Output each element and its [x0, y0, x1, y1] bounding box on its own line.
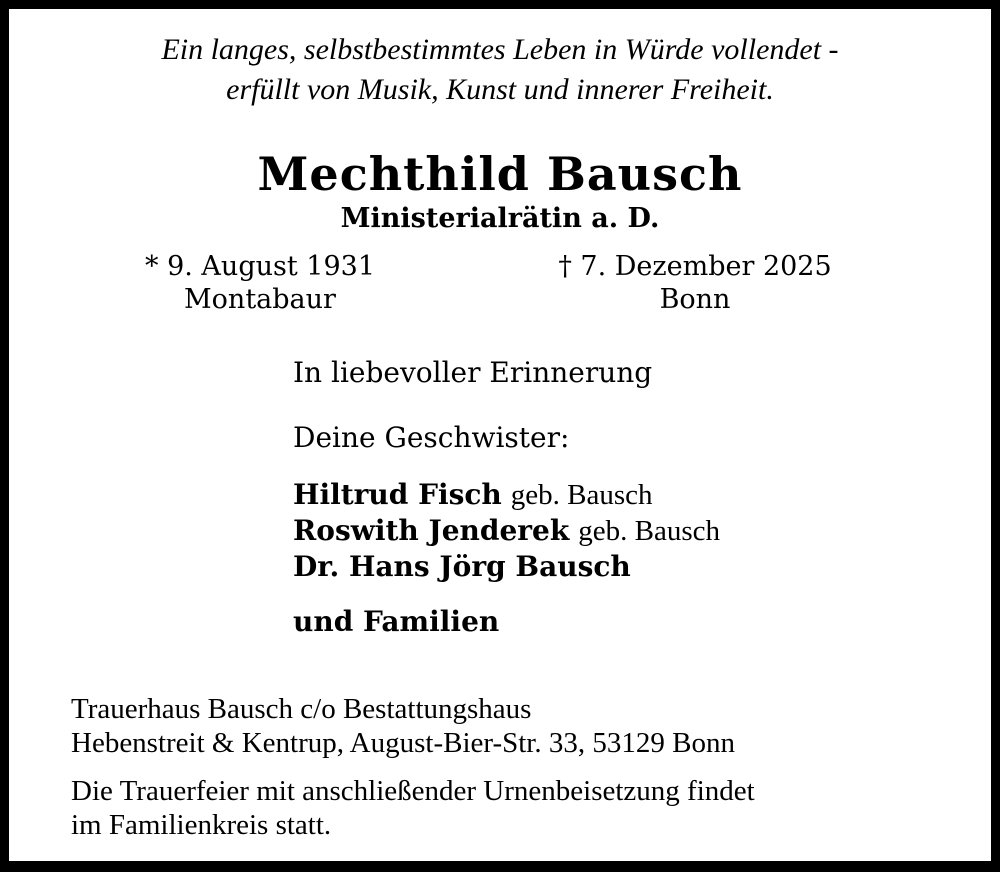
- epitaph: [9, 30, 991, 110]
- epitaph-line1: Ein langes, selbstbestimmtes Leben in Würde vollendet -: [161, 33, 839, 66]
- ceremony-info: [71, 774, 951, 842]
- birth-info: [70, 250, 450, 316]
- practical-info: [71, 692, 951, 842]
- death-place: Bonn: [659, 284, 731, 315]
- deceased-name: Mechthild Bausch: [257, 147, 743, 201]
- death-cross-symbol: †: [558, 251, 572, 282]
- mourner-row: [293, 549, 991, 585]
- birth-place: Montabaur: [184, 284, 336, 315]
- death-info: [505, 250, 885, 316]
- mourner-name: Hiltrud Fisch: [293, 478, 502, 511]
- funeral-home-line1: Trauerhaus Bausch c/o Bestattungshaus: [71, 693, 532, 725]
- mourners-intro: Deine Geschwister:: [293, 421, 570, 454]
- funeral-home-line2: Hebenstreit & Kentrup, August-Bier-Str. 33, 53129 Bonn: [71, 727, 735, 759]
- remembrance-line: In liebevoller Erinnerung: [293, 356, 653, 389]
- mourner-row: [293, 477, 991, 513]
- life-dates: [9, 250, 991, 316]
- death-date: † 7. Dezember 2025: [558, 251, 832, 282]
- families-line: und Familien: [293, 605, 500, 638]
- mourner-name: Roswith Jenderek: [293, 514, 570, 547]
- funeral-home-address: [71, 692, 951, 760]
- birth-date: * 9. August 1931: [145, 251, 375, 282]
- mourner-suffix: geb. Bausch: [578, 515, 721, 547]
- mourning-section: [293, 356, 991, 638]
- mourner-name: Dr. Hans Jörg Bausch: [293, 550, 631, 583]
- birth-symbol: *: [145, 251, 159, 282]
- mourners-list: [293, 477, 991, 585]
- deceased-title: Ministerialrätin a. D.: [340, 203, 660, 234]
- epitaph-line2: erfüllt von Musik, Kunst und innerer Freiheit.: [226, 73, 774, 106]
- mourner-row: [293, 513, 991, 549]
- ceremony-line1: Die Trauerfeier mit anschließender Urnenbeisetzung findet: [71, 775, 755, 807]
- ceremony-line2: im Familienkreis statt.: [71, 809, 332, 841]
- mourner-suffix: geb. Bausch: [510, 479, 653, 511]
